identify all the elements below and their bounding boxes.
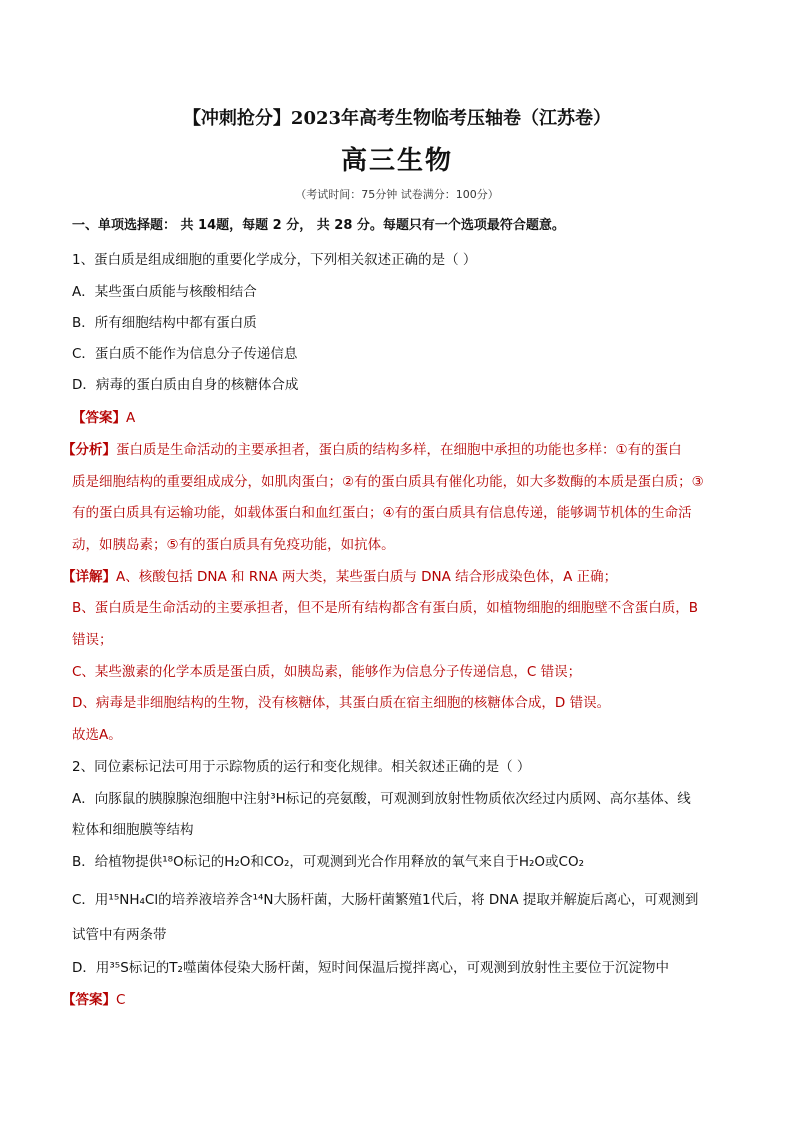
q1-analysis-line-4: 动，如胰岛素；⑤有的蛋白质具有免疫功能，如抗体。 xyxy=(72,537,395,553)
answer-value: C xyxy=(116,992,126,1008)
section-heading: 一、单项选择题： 共 14题，每题 2 分， 共 28 分。每题只有一个选项最符合题意。 xyxy=(72,218,565,233)
detail-tag: 【详解】 xyxy=(62,569,116,585)
q1-detail-line-5: D、病毒是非细胞结构的生物，没有核糖体，其蛋白质在宿主细胞的核糖体合成，D 错误。 xyxy=(72,695,611,711)
q1-analysis-line-2: 质是细胞结构的重要组成成分，如肌肉蛋白；②有的蛋白质具有催化功能，如大多数酶的本质是蛋白质；③ xyxy=(72,474,704,490)
q1-option-a: A．某些蛋白质能与核酸相结合 xyxy=(72,284,257,300)
q1-option-d: D．病毒的蛋白质由自身的核糖体合成 xyxy=(72,377,299,393)
q2-option-d: D．用³⁵S标记的T₂噬菌体侵染大肠杆菌，短时间保温后搅拌离心，可观测到放射性主要位于沉淀物中 xyxy=(72,960,669,976)
q1-detail-line-4: C、某些激素的化学本质是蛋白质，如胰岛素，能够作为信息分子传递信息，C 错误； xyxy=(72,664,582,680)
q2-option-b: B．给植物提供¹⁸O标记的H₂O和CO₂，可观测到光合作用释放的氧气来自于H₂O或CO₂ xyxy=(72,854,585,870)
q1-answer xyxy=(72,408,722,428)
analysis-text: 蛋白质是生命活动的主要承担者，蛋白质的结构多样，在细胞中承担的功能也多样：①有的蛋白 xyxy=(116,442,682,458)
q1-detail-line-1 xyxy=(62,567,722,587)
q1-detail-line-3: 错误； xyxy=(72,632,113,648)
q1-conclusion: 故选A。 xyxy=(72,727,122,743)
q1-stem: 1、蛋白质是组成细胞的重要化学成分，下列相关叙述正确的是（ ） xyxy=(72,252,477,268)
q2-option-a-line-1: A．向豚鼠的胰腺腺泡细胞中注射³H标记的亮氨酸，可观测到放射性物质依次经过内质网、高尔基体、线 xyxy=(72,791,691,807)
q2-answer xyxy=(62,990,722,1010)
q1-analysis-line-3: 有的蛋白质具有运输功能，如载体蛋白和血红蛋白；④有的蛋白质具有信息传递，能够调节机体的生命活 xyxy=(72,505,692,521)
subject-title: 高三生物 xyxy=(340,146,453,176)
q1-option-c: C．蛋白质不能作为信息分子传递信息 xyxy=(72,346,298,362)
exam-info: （考试时间：75分钟 试卷满分：100分） xyxy=(295,188,499,201)
q2-option-a-line-2: 粒体和细胞膜等结构 xyxy=(72,822,194,838)
q1-option-b: B．所有细胞结构中都有蛋白质 xyxy=(72,315,257,331)
exam-title: 【冲刺抢分】2023年高考生物临考压轴卷（江苏卷） xyxy=(182,108,612,129)
q1-analysis-line-1 xyxy=(62,440,722,460)
detail-text: A、核酸包括 DNA 和 RNA 两大类，某些蛋白质与 DNA 结合形成染色体，A 正确； xyxy=(116,569,618,585)
analysis-tag: 【分析】 xyxy=(62,442,116,458)
q2-stem: 2、同位素标记法可用于示踪物质的运行和变化规律。相关叙述正确的是（ ） xyxy=(72,759,531,775)
answer-tag: 【答案】 xyxy=(62,992,116,1008)
q2-option-c-line-2: 试管中有两条带 xyxy=(72,927,167,943)
q2-option-c-line-1: C．用¹⁵NH₄Cl的培养液培养含¹⁴N大肠杆菌，大肠杆菌繁殖1代后，将 DNA 提取并解旋后离心，可观测到 xyxy=(72,892,699,908)
answer-tag: 【答案】 xyxy=(72,410,126,426)
answer-value: A xyxy=(126,410,136,426)
q1-detail-line-2: B、蛋白质是生命活动的主要承担者，但不是所有结构都含有蛋白质，如植物细胞的细胞壁不含蛋白质，B xyxy=(72,600,699,616)
